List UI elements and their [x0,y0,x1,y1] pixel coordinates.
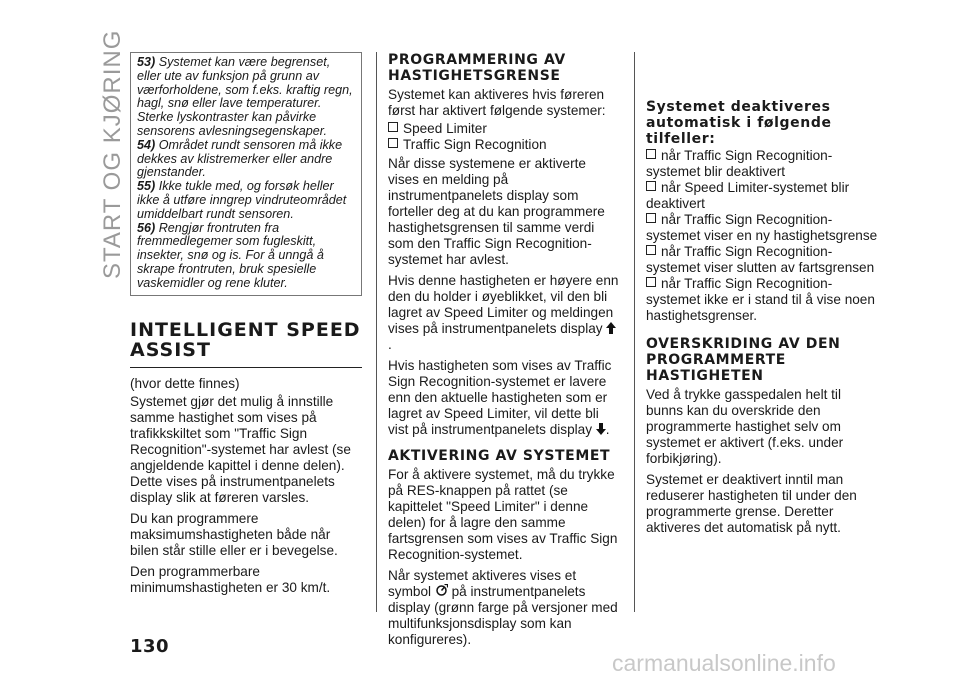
checkbox-bullet-icon [646,277,656,287]
checkbox-bullet-icon [646,181,656,191]
speed-assist-icon [435,584,448,596]
paragraph: Systemet kan aktiveres hvis føreren først har aktivert følgende systemer: [388,87,606,118]
section-title-deaktiveres: Systemet deaktiveres automatisk i følgende tilfeller: [646,99,832,147]
watermark: carmanualsonline.info [612,650,836,676]
checkbox-bullet-icon [646,149,656,159]
paragraph: For å aktivere systemet, må du trykke på RES-knappen på rattet (se kapittelet "Speed Limiter" i denne delen) for å lagre den samme fartsgrensen som vises av Traffic Sign Recognition-systemet. [388,467,618,562]
column-divider [634,52,635,612]
list-item: når Traffic Sign Recognition-systemet viser en ny hastighetsgrense [646,212,878,243]
section-title-intelligent-speed-assist: INTELLIGENT SPEED ASSIST [130,318,361,361]
paragraph: Når systemet aktiveres vises et symbol på instrumentpanelets display (grønn farge på versjoner med multifunksjonsdisplay som kan konfigureres). [388,568,618,647]
list-item: når Traffic Sign Recognition-systemet ikke er i stand til å vise noen hastighetsgrenser. [646,276,875,323]
paragraph: Systemet gjør det mulig å innstille samme hastighet som vises på trafikkskiltet som "Traffic Sign Recognition"-systemet har avlest (se angjeldende kapittel i denne delen). Dette vises på instrumentpanelets display slik at føreren varsles. [130,393,351,505]
paragraph: Ved å trykke gasspedalen helt til bunns kan du overskride den programmerte hastighet selv om systemet er aktivert (f.eks. under forbikjøring). [646,387,844,466]
checkbox-bullet-icon [388,122,398,132]
note-55: 55) Ikke tukle med, og forsøk heller ikke å utføre inngrep vindruteområdet umiddelbart rundt sensoren. [137,179,347,221]
section-rule [130,367,362,368]
column-divider [376,52,377,612]
column-middle [388,52,620,653]
list-item: Traffic Sign Recognition [388,137,620,153]
paragraph: Du kan programmere maksimumshastigheten både når bilen står stille eller er i bevegelse. [130,510,338,558]
continued-text-spacer [646,52,878,95]
chapter-side-tab [78,29,126,279]
note-53: 53) Systemet kan være begrenset, eller ute av funksjon på grunn av værforholdene, som f.eks. kraftig regn, hagl, snø eller lave temperaturer. Sterke lyskontraster kan påvirke sensorens avlesningsegenskaper. [137,55,353,138]
section-title-overskriding: OVERSKRIDING AV DEN PROGRAMMERTE HASTIGHETEN [646,336,841,384]
chapter-title: START OG KJØRING [99,29,126,279]
section-title-aktivering: AKTIVERING AV SYSTEMET [388,448,611,464]
page-number: 130 [130,636,170,657]
checkbox-bullet-icon [388,138,398,148]
arrow-up-icon [606,322,616,334]
list-item: når Traffic Sign Recognition-systemet viser slutten av fartsgrensen [646,244,875,275]
list-item: når Speed Limiter-systemet blir deaktivert [646,180,850,211]
list-item: når Traffic Sign Recognition-systemet blir deaktivert [646,148,833,179]
checkbox-bullet-icon [646,245,656,255]
paragraph: Systemet er deaktivert inntil man reduserer hastigheten til under den programmerte grense. Deretter aktiveres det automatisk på nytt. [646,472,857,535]
note-56: 56) Rengjør frontruten fra fremmedlegemer som fugleskitt, insekter, snø og is. For å unngå å skrape frontruten, bruk spesielle vaskemidler og rene kluter. [137,220,324,290]
list-item: Speed Limiter [388,121,620,137]
column-left [130,52,362,601]
column-right [646,52,878,541]
section-title-programmering: PROGRAMMERING AV HASTIGHETSGRENSE [388,52,566,84]
note-54: 54) Området rundt sensoren må ikke dekkes av klistremerker eller andre gjenstander. [137,137,343,180]
checkbox-bullet-icon [646,213,656,223]
notes-box [130,52,362,296]
arrow-down-icon [596,423,606,435]
availability-note: (hvor dette finnes) [130,375,240,391]
paragraph: Når disse systemene er aktiverte vises en melding på instrumentpanelets display som forteller deg at du kan programmere hastighetsgrensen til samme verdi som den Traffic Sign Recognition-systemet har avlest. [388,156,605,267]
paragraph: Den programmerbare minimumshastigheten er 30 km/t. [130,563,331,595]
paragraph: Hvis hastigheten som vises av Traffic Sign Recognition-systemet er lavere enn den aktuelle hastigheten som er lagret av Speed Limiter, vil dette bli vist på instrumentpanelets display . [388,358,612,437]
paragraph: Hvis denne hastigheten er høyere enn den du holder i øyeblikket, vil den bli lagret av Speed Limiter og meldingen vises på instrumentpanelets display . [388,273,619,352]
